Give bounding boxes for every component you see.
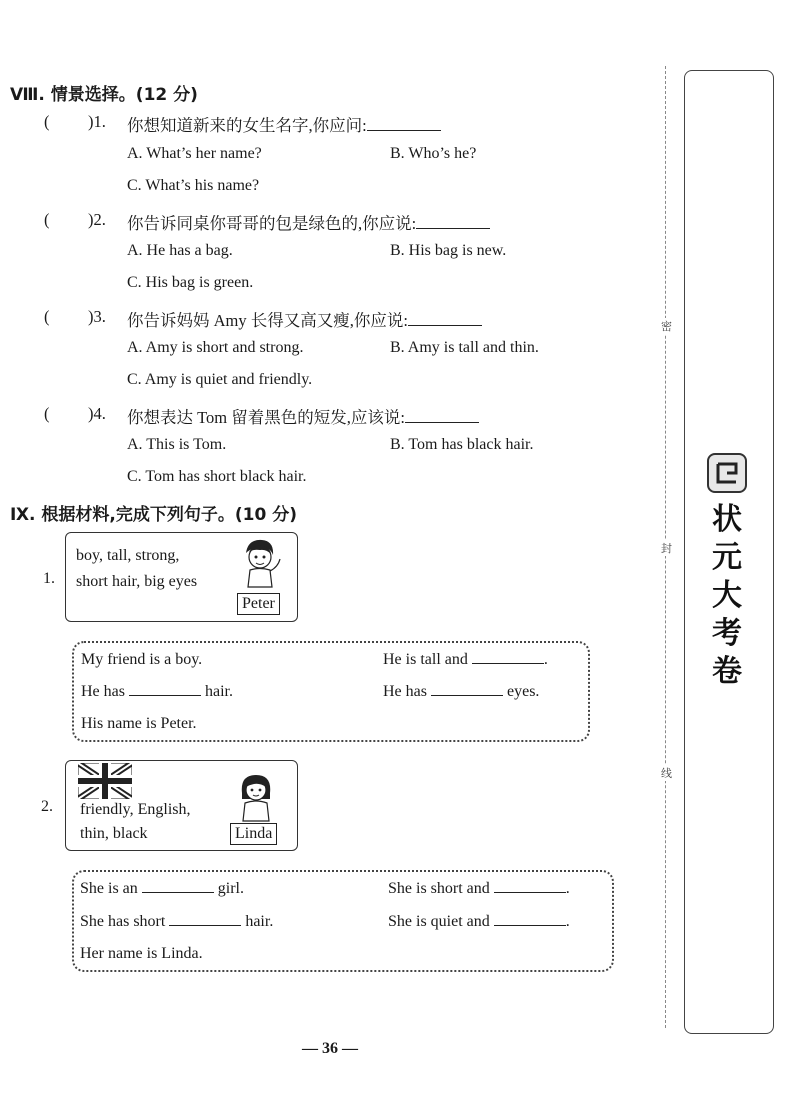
- fill-blank[interactable]: [431, 683, 503, 696]
- answer-blank[interactable]: [367, 118, 441, 131]
- question-number-4: )4.: [88, 404, 106, 423]
- fill-blank[interactable]: [129, 683, 201, 696]
- name-tag-linda: Linda: [230, 823, 277, 845]
- answer-paren-1[interactable]: (: [44, 112, 50, 131]
- answer-blank[interactable]: [405, 410, 479, 423]
- answer-paren-3[interactable]: (: [44, 307, 50, 326]
- option-a: A. This is Tom.: [127, 436, 227, 453]
- side-panel: [684, 70, 774, 1034]
- option-c: C. Amy is quiet and friendly.: [127, 371, 313, 388]
- info-line-2: short hair, big eyes: [76, 573, 198, 590]
- question-number-3: )3.: [88, 307, 106, 326]
- linda-sentences-box: [72, 870, 614, 972]
- option-c: C. Tom has short black hair.: [127, 468, 307, 485]
- answer-blank[interactable]: [416, 216, 490, 229]
- question-prompt-2: 你告诉同桌你哥哥的包是绿色的,你应说:: [127, 210, 490, 234]
- option-c: C. His bag is green.: [127, 274, 254, 291]
- fill-blank[interactable]: [169, 913, 241, 926]
- linda-info-card: [65, 760, 298, 851]
- sentence-5: Her name is Linda.: [80, 945, 203, 962]
- question-prompt-1: 你想知道新来的女生名字,你应问:: [127, 112, 441, 136]
- binding-mark-envelope: 封: [661, 542, 672, 555]
- option-a: A. He has a bag.: [127, 242, 233, 259]
- sentence-1: My friend is a boy.: [81, 651, 203, 668]
- uk-flag-icon: [78, 763, 132, 799]
- option-b: B. His bag is new.: [390, 242, 507, 259]
- brand-logo-icon: [707, 453, 747, 493]
- name-tag-peter: Peter: [237, 593, 280, 615]
- option-c: C. What’s his name?: [127, 177, 260, 194]
- sentence-3: He has hair.: [81, 683, 233, 700]
- sentence-5: His name is Peter.: [81, 715, 197, 732]
- peter-sentences-box: [72, 641, 590, 742]
- sentence-4: He has eyes.: [383, 683, 540, 700]
- fill-blank[interactable]: [472, 651, 544, 664]
- sentence-1: She is an girl.: [80, 880, 244, 897]
- question-prompt-4: 你想表达 Tom 留着黑色的短发,应该说:: [127, 404, 479, 428]
- peter-info-card: [65, 532, 298, 622]
- answer-paren-2[interactable]: (: [44, 210, 50, 229]
- fill-blank[interactable]: [494, 913, 566, 926]
- question-number-2: )2.: [88, 210, 106, 229]
- option-a: A. What’s her name?: [127, 145, 262, 162]
- fill-blank[interactable]: [142, 880, 214, 893]
- item-number-2: 2.: [41, 798, 53, 815]
- section-9-title: Ⅸ. 根据材料,完成下列句子。(10 分): [10, 505, 297, 525]
- fill-blank[interactable]: [494, 880, 566, 893]
- question-prompt-3: 你告诉妈妈 Amy 长得又高又瘦,你应说:: [127, 307, 482, 331]
- page-number: — 36 —: [302, 1040, 358, 1057]
- answer-blank[interactable]: [408, 313, 482, 326]
- question-number-1: )1.: [88, 112, 106, 131]
- sentence-3: She has short hair.: [80, 913, 274, 930]
- answer-paren-4[interactable]: (: [44, 404, 50, 423]
- binding-mark-seal: 密: [661, 320, 672, 333]
- item-number-1: 1.: [43, 570, 55, 587]
- sentence-2: She is short and .: [388, 880, 570, 897]
- option-b: B. Tom has black hair.: [390, 436, 534, 453]
- binding-mark-line: 线: [661, 767, 672, 780]
- boy-illustration: [234, 537, 284, 593]
- option-b: B. Who’s he?: [390, 145, 477, 162]
- info-line-1: friendly, English,: [80, 801, 191, 818]
- brand-title: 状元大考卷: [712, 502, 742, 689]
- girl-illustration: [236, 771, 276, 823]
- sentence-4: She is quiet and .: [388, 913, 570, 930]
- info-line-2: thin, black: [80, 825, 148, 842]
- info-line-1: boy, tall, strong,: [76, 547, 180, 564]
- option-a: A. Amy is short and strong.: [127, 339, 304, 356]
- sentence-2: He is tall and .: [383, 651, 548, 668]
- option-b: B. Amy is tall and thin.: [390, 339, 539, 356]
- section-8-title: Ⅷ. 情景选择。(12 分): [10, 85, 198, 105]
